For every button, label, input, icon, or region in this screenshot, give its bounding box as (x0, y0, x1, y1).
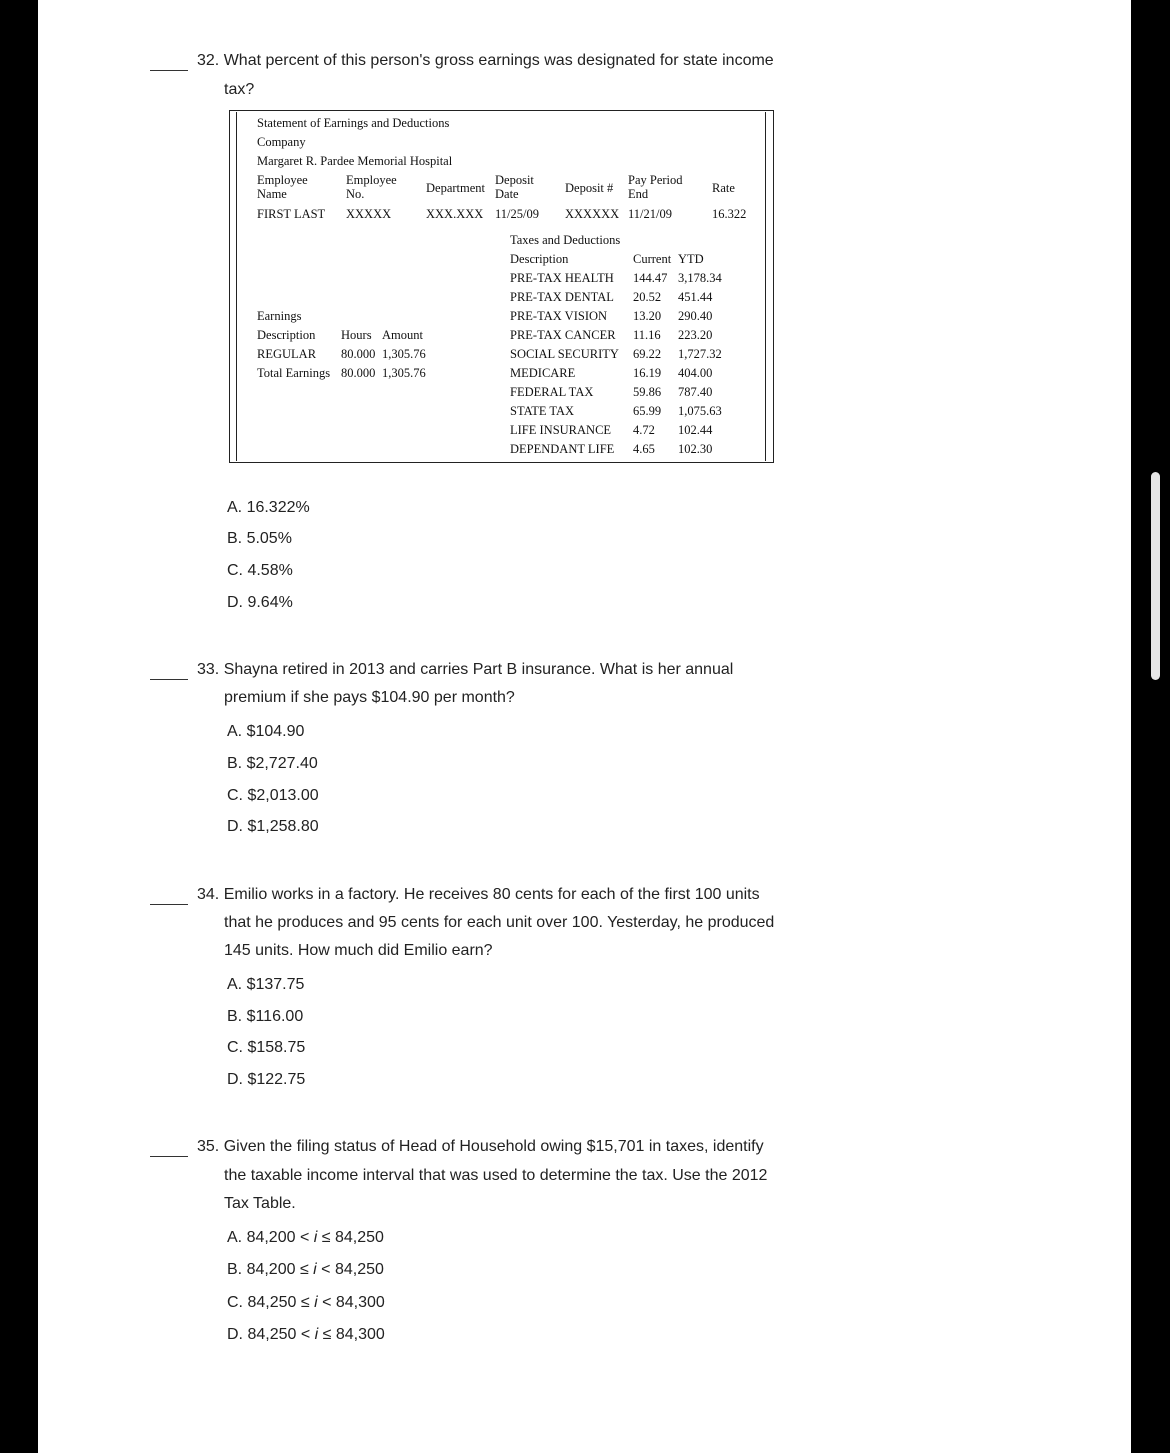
hdr-pay-period-1: Pay Period (628, 173, 683, 187)
earnings-total-label: Total Earnings (257, 366, 331, 380)
earnings-hdr-description: Description (257, 328, 316, 342)
deduction-current: 4.65 (633, 442, 655, 456)
hdr-pay-period-2: End (628, 187, 649, 201)
scrollbar-thumb[interactable] (1151, 472, 1160, 680)
value-deposit-date: 11/25/09 (495, 207, 539, 221)
answer-option[interactable]: B. $2,727.40 (227, 755, 318, 772)
deduction-description: PRE-TAX DENTAL (510, 290, 614, 304)
value-rate: 16.322 (712, 207, 747, 221)
deduction-description: FEDERAL TAX (510, 385, 594, 399)
hdr-employee-no-2: No. (346, 187, 365, 201)
answer-option[interactable]: C. 84,250 ≤ i < 84,300 (227, 1294, 385, 1311)
earnings-regular-label: REGULAR (257, 347, 317, 361)
answer-blank-35[interactable] (150, 1156, 188, 1157)
answer-option[interactable]: B. 5.05% (227, 530, 292, 547)
deduction-current: 144.47 (633, 271, 668, 285)
deduction-ytd: 787.40 (678, 385, 713, 399)
deduction-description: PRE-TAX VISION (510, 309, 608, 323)
deduction-current: 16.19 (633, 366, 662, 380)
answer-option[interactable]: D. $1,258.80 (227, 818, 319, 835)
value-employee-no: XXXXX (346, 207, 392, 221)
question-33-line2: premium if she pays $104.90 per month? (224, 689, 515, 706)
deduction-current: 13.20 (633, 309, 662, 323)
deduction-ytd: 223.20 (678, 328, 713, 342)
hdr-employee-name-2: Name (257, 187, 287, 201)
deduction-ytd: 451.44 (678, 290, 713, 304)
deduction-current: 4.72 (633, 423, 655, 437)
answer-option[interactable]: D. 84,250 < i ≤ 84,300 (227, 1326, 385, 1343)
deduction-description: MEDICARE (510, 366, 576, 380)
answer-option[interactable]: A. 16.322% (227, 499, 310, 516)
company-name: Margaret R. Pardee Memorial Hospital (257, 154, 453, 168)
deductions-hdr-ytd: YTD (678, 252, 704, 266)
answer-option[interactable]: B. $116.00 (227, 1008, 304, 1025)
answer-option[interactable]: D. $122.75 (227, 1071, 306, 1088)
deduction-ytd: 3,178.34 (678, 271, 722, 285)
question-34-line3: 145 units. How much did Emilio earn? (224, 942, 493, 959)
deduction-ytd: 404.00 (678, 366, 713, 380)
deduction-ytd: 102.30 (678, 442, 713, 456)
deductions-hdr-description: Description (510, 252, 569, 266)
deduction-description: DEPENDANT LIFE (510, 442, 615, 456)
answer-option[interactable]: D. 9.64% (227, 594, 293, 611)
value-pay-period-end: 11/21/09 (628, 207, 672, 221)
answer-option[interactable]: A. 84,200 < i ≤ 84,250 (227, 1229, 384, 1246)
answer-option[interactable]: C. $158.75 (227, 1039, 306, 1056)
answer-blank-33[interactable] (150, 679, 188, 680)
hdr-rate: Rate (712, 181, 735, 195)
answer-option[interactable]: A. $104.90 (227, 723, 305, 740)
question-35-line3: Tax Table. (224, 1195, 296, 1212)
deduction-current: 20.52 (633, 290, 662, 304)
deduction-description: LIFE INSURANCE (510, 423, 612, 437)
question-34-line1: 34. Emilio works in a factory. He receives 80 cents for each of the first 100 units (197, 886, 760, 903)
deduction-current: 65.99 (633, 404, 662, 418)
value-employee-name: FIRST LAST (257, 207, 326, 221)
question-35-line1: 35. Given the filing status of Head of Household owing $15,701 in taxes, identify (197, 1138, 764, 1155)
earnings-hdr-amount: Amount (382, 328, 423, 342)
earnings-hdr-hours: Hours (341, 328, 372, 342)
deduction-description: PRE-TAX CANCER (510, 328, 616, 342)
hdr-employee-name-1: Employee (257, 173, 308, 187)
answer-option[interactable]: C. $2,013.00 (227, 787, 319, 804)
deduction-current: 69.22 (633, 347, 662, 361)
deduction-description: STATE TAX (510, 404, 575, 418)
earnings-statement (229, 110, 774, 463)
answer-blank-32[interactable] (150, 70, 188, 71)
earnings-regular-amount: 1,305.76 (382, 347, 426, 361)
answer-option[interactable]: A. $137.75 (227, 976, 305, 993)
deduction-ytd: 102.44 (678, 423, 713, 437)
deduction-ytd: 1,075.63 (678, 404, 722, 418)
deductions-title: Taxes and Deductions (510, 233, 621, 247)
hdr-deposit-date-1: Deposit (495, 173, 534, 187)
hdr-deposit-date-2: Date (495, 187, 519, 201)
statement-title: Statement of Earnings and Deductions (257, 116, 450, 130)
worksheet-page (38, 0, 1131, 1453)
deduction-description: SOCIAL SECURITY (510, 347, 619, 361)
deduction-description: PRE-TAX HEALTH (510, 271, 614, 285)
value-deposit-number: XXXXXX (565, 207, 620, 221)
value-department: XXX.XXX (426, 207, 484, 221)
deduction-ytd: 290.40 (678, 309, 713, 323)
hdr-employee-no-1: Employee (346, 173, 397, 187)
deduction-current: 59.86 (633, 385, 662, 399)
answer-option[interactable]: B. 84,200 ≤ i < 84,250 (227, 1261, 384, 1278)
question-32-line2: tax? (224, 81, 255, 98)
deduction-ytd: 1,727.32 (678, 347, 722, 361)
hdr-deposit-number: Deposit # (565, 181, 614, 195)
earnings-title: Earnings (257, 309, 302, 323)
company-label: Company (257, 135, 306, 149)
question-32-line1: 32. What percent of this person's gross earnings was designated for state income (197, 52, 774, 69)
hdr-department: Department (426, 181, 486, 195)
deductions-hdr-current: Current (633, 252, 672, 266)
question-33-line1: 33. Shayna retired in 2013 and carries Part B insurance. What is her annual (197, 661, 734, 678)
earnings-total-hours: 80.000 (341, 366, 376, 380)
question-34-line2: that he produces and 95 cents for each unit over 100. Yesterday, he produced (224, 914, 775, 931)
deduction-current: 11.16 (633, 328, 661, 342)
answer-option[interactable]: C. 4.58% (227, 562, 293, 579)
earnings-total-amount: 1,305.76 (382, 366, 426, 380)
question-35-line2: the taxable income interval that was used to determine the tax. Use the 2012 (224, 1167, 768, 1184)
answer-blank-34[interactable] (150, 904, 188, 905)
earnings-regular-hours: 80.000 (341, 347, 376, 361)
